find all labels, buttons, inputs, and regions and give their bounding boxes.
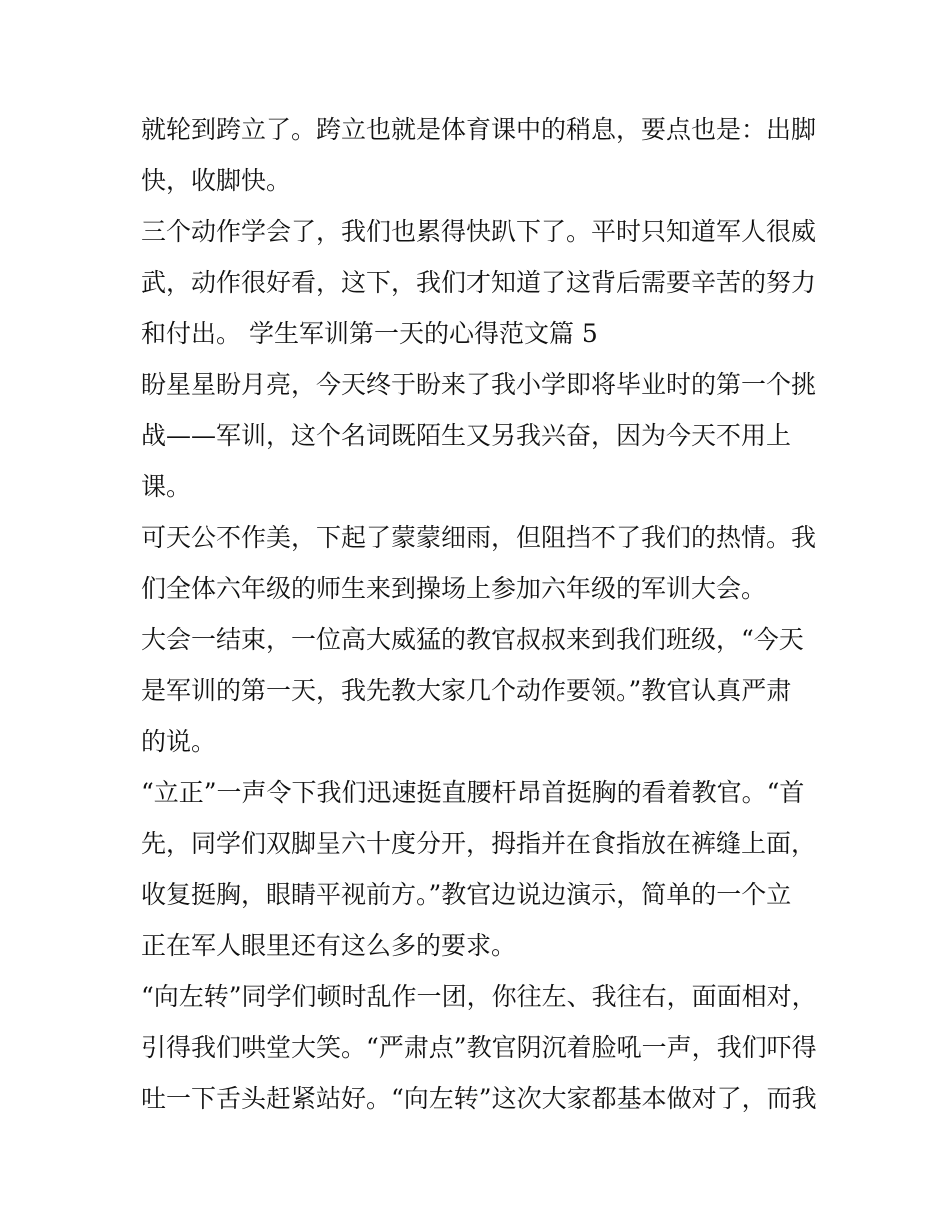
text-line: 们全体六年级的师生来到操场上参加六年级的军训大会。	[141, 574, 767, 603]
text-line: 引得我们哄堂大笑。“严肃点”教官阴沉着脸吼一声，我们吓得	[141, 1033, 817, 1062]
text-line: 就轮到跨立了。跨立也就是体育课中的稍息，要点也是：出脚	[141, 115, 817, 144]
text-line: 课。	[141, 472, 192, 501]
text-line: 可天公不作美，下起了蒙蒙细雨，但阻挡不了我们的热情。我	[141, 523, 817, 552]
text-line: 是军训的第一天，我先教大家几个动作要领。”教官认真严肃	[141, 676, 792, 705]
text-line: 大会一结束，一位高大威猛的教官叔叔来到我们班级，“今天	[141, 625, 804, 654]
text-line: 快，收脚快。	[141, 166, 292, 195]
text-line: 的说。	[141, 727, 217, 756]
text-line: 吐一下舌头赶紧站好。“向左转”这次大家都基本做对了，而我	[141, 1084, 817, 1113]
text-line: 和付出。 学生军训第一天的心得范文篇 5	[141, 319, 598, 348]
text-line: 盼星星盼月亮，今天终于盼来了我小学即将毕业时的第一个挑	[141, 370, 817, 399]
text-line: 三个动作学会了，我们也累得快趴下了。平时只知道军人很威	[141, 217, 817, 246]
text-line: “立正”一声令下我们迅速挺直腰杆昂首挺胸的看着教官。“首	[141, 778, 805, 807]
text-line: 正在军人眼里还有这么多的要求。	[141, 931, 517, 960]
text-line: 战——军训，这个名词既陌生又另我兴奋，因为今天不用上	[141, 421, 792, 450]
text-line: 收复挺胸，眼睛平视前方。”教官边说边演示，简单的一个立	[141, 880, 792, 909]
document-body	[141, 104, 821, 1124]
text-line: 先，同学们双脚呈六十度分开，拇指并在食指放在裤缝上面，	[141, 829, 817, 858]
text-line: 武，动作很好看，这下，我们才知道了这背后需要辛苦的努力	[141, 268, 817, 297]
text-line: “向左转”同学们顿时乱作一团，你往左、我往右，面面相对，	[141, 982, 817, 1011]
